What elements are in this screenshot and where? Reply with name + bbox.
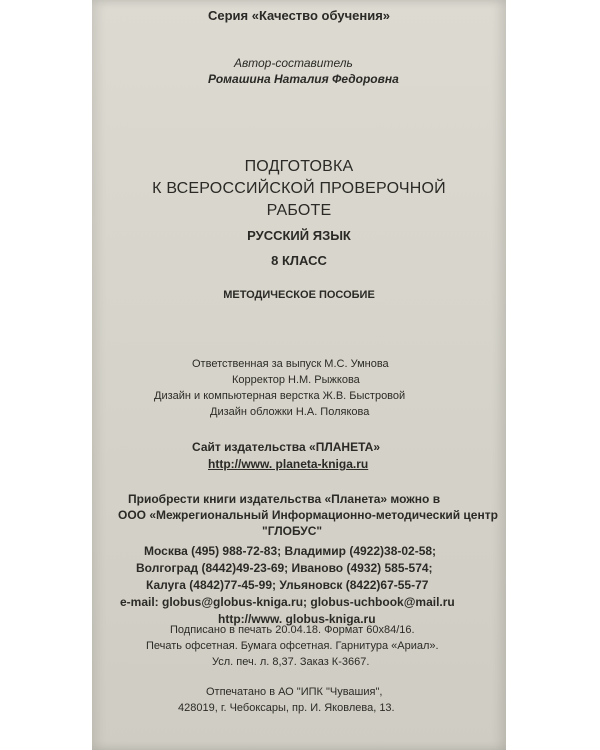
contact-email[interactable]: e-mail: globus@globus-kniga.ru; globus-uchbook@mail.ru [120,595,455,609]
print-info-2: Печать офсетная. Бумага офсетная. Гарнитура «Ариал». [146,640,439,652]
contact-line-3: Калуга (4842)77-45-99; Ульяновск (8422)67-55-77 [146,578,429,592]
printer-info-2: 428019, г. Чебоксары, пр. И. Яковлева, 13. [178,702,395,714]
author-name: Ромашина Наталия Федоровна [208,72,399,86]
credit-editor: Ответственная за выпуск М.С. Умнова [192,358,389,370]
title-line-1: ПОДГОТОВКА [244,158,354,175]
site-label: Сайт издательства «ПЛАНЕТА» [192,440,381,454]
book-type: МЕТОДИЧЕСКОЕ ПОСОБИЕ [223,289,375,301]
printer-info-1: Отпечатано в АО "ИПК "Чувашия", [206,686,383,698]
author-label: Автор-составитель [234,56,353,70]
contact-line-2: Волгоград (8442)49-23-69; Иваново (4932) 585-574; [136,561,433,575]
book-page [92,0,506,750]
subject: РУССКИЙ ЯЗЫК [247,228,351,243]
credit-cover: Дизайн обложки Н.А. Полякова [210,406,370,418]
contact-website[interactable]: http://www. globus-kniga.ru [218,612,376,626]
site-url[interactable]: http://www. planeta-kniga.ru [208,457,369,471]
print-info-3: Усл. печ. л. 8,37. Заказ К-3667. [212,656,370,668]
print-info-1: Подписано в печать 20.04.18. Формат 60х84/16. [170,624,415,636]
contact-line-1: Москва (495) 988-72-83; Владимир (4922)38-02-58; [144,544,437,558]
buy-line-2: ООО «Межрегиональный Информационно-методический центр [118,508,498,522]
title-line-3: РАБОТЕ [266,202,332,219]
buy-line-1: Приобрести книги издательства «Планета» можно в [128,492,441,506]
series-title: Серия «Качество обучения» [207,8,391,23]
grade: 8 КЛАСС [271,253,327,268]
title-line-2: К ВСЕРОССИЙСКОЙ ПРОВЕРОЧНОЙ [152,180,446,197]
buy-line-3: "ГЛОБУС" [262,524,323,538]
credit-layout: Дизайн и компьютерная верстка Ж.В. Быстровой [154,390,406,402]
credit-corrector: Корректор Н.М. Рыжкова [232,374,360,386]
